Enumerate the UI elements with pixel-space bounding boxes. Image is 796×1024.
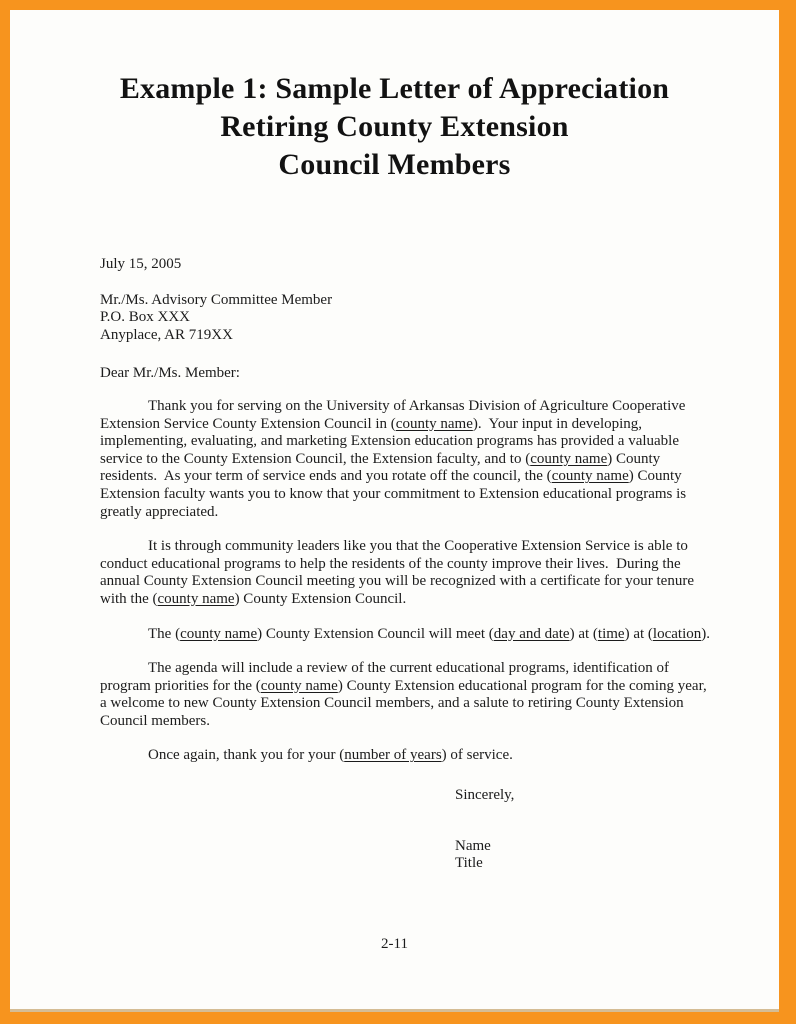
paragraph-text: ) County residents. As your term of service ends and you rotate off the council, the (	[100, 450, 664, 485]
paragraph-text: ) County Extension Council.	[234, 590, 407, 607]
signature-title: Title	[455, 855, 483, 872]
signature-block	[455, 787, 714, 873]
recipient-line-1: Mr./Ms. Advisory Committee Member	[100, 291, 333, 308]
recipient-address	[100, 292, 714, 345]
placeholder-underlined: county name	[260, 677, 338, 694]
letter-paragraph	[100, 538, 714, 608]
letter-title-line-1: Example 1: Sample Letter of Appreciation	[119, 72, 670, 105]
placeholder-underlined: location	[652, 625, 702, 642]
valediction: Sincerely,	[455, 787, 515, 804]
paragraph-text: ) of service.	[441, 747, 513, 764]
placeholder-underlined: county name	[395, 415, 473, 432]
letter-paragraph	[100, 626, 714, 644]
letter-title	[10, 70, 779, 184]
paragraph-text: ) County Extension faculty wants you to know that your commitment to Extension educational programs is greatly appreciated.	[100, 468, 690, 520]
placeholder-underlined: number of years	[344, 747, 442, 764]
letter-paragraph	[100, 747, 714, 765]
placeholder-underlined: county name	[551, 468, 629, 485]
paragraph-text: ) at (	[569, 625, 598, 642]
paragraph-text: ) County Extension Council will meet (	[257, 625, 494, 642]
paragraph-text: ) at (	[624, 625, 653, 642]
paragraph-text: ). Your input in developing, implementing, evaluating, and marketing Extension education programs has provided a valuable service to the County Extension Council, the Extension faculty, and to (	[100, 415, 683, 467]
paragraph-text: The agenda will include a review of the current educational programs, identification of program priorities for the (	[100, 660, 673, 694]
recipient-line-3: Anyplace, AR 719XX	[100, 326, 233, 343]
paragraph-text: Thank you for serving on the University of Arkansas Division of Agriculture Cooperative Extension Service County Extension Council in (	[100, 397, 690, 432]
placeholder-underlined: time	[597, 625, 625, 642]
letter-body	[100, 256, 714, 873]
signature-name: Name	[455, 837, 491, 854]
page-number: 2-11	[381, 936, 408, 952]
paragraph-text: Once again, thank you for your (	[148, 747, 345, 764]
recipient-line-2: P.O. Box XXX	[100, 309, 191, 326]
paragraph-text: It is through community leaders like you that the Cooperative Extension Service is able to conduct educational programs to help the residents of the county improve their lives. During the annual County Extension Council meeting you will be recognized with a certificate for your tenure with the (	[100, 538, 698, 607]
letter-title-line-3: Council Members	[278, 148, 511, 181]
paragraph-text: The (	[148, 625, 181, 642]
paragraphs-container	[100, 398, 714, 765]
letter-title-line-2: Retiring County Extension	[220, 110, 569, 143]
placeholder-underlined: day and date	[493, 625, 570, 642]
salutation: Dear Mr./Ms. Member:	[100, 365, 240, 382]
placeholder-underlined: county name	[180, 625, 258, 642]
paragraph-text: ) County Extension educational program for the coming year, a welcome to new County Extension Council members, and a salute to retiring County Extension Council members.	[100, 677, 711, 729]
letter-page	[10, 10, 779, 1012]
date-line: July 15, 2005	[100, 256, 182, 272]
letter-paragraph	[100, 660, 714, 730]
placeholder-underlined: county name	[530, 450, 608, 467]
placeholder-underlined: county name	[157, 590, 235, 607]
letter-paragraph	[100, 398, 714, 521]
paragraph-text: ).	[701, 625, 710, 642]
